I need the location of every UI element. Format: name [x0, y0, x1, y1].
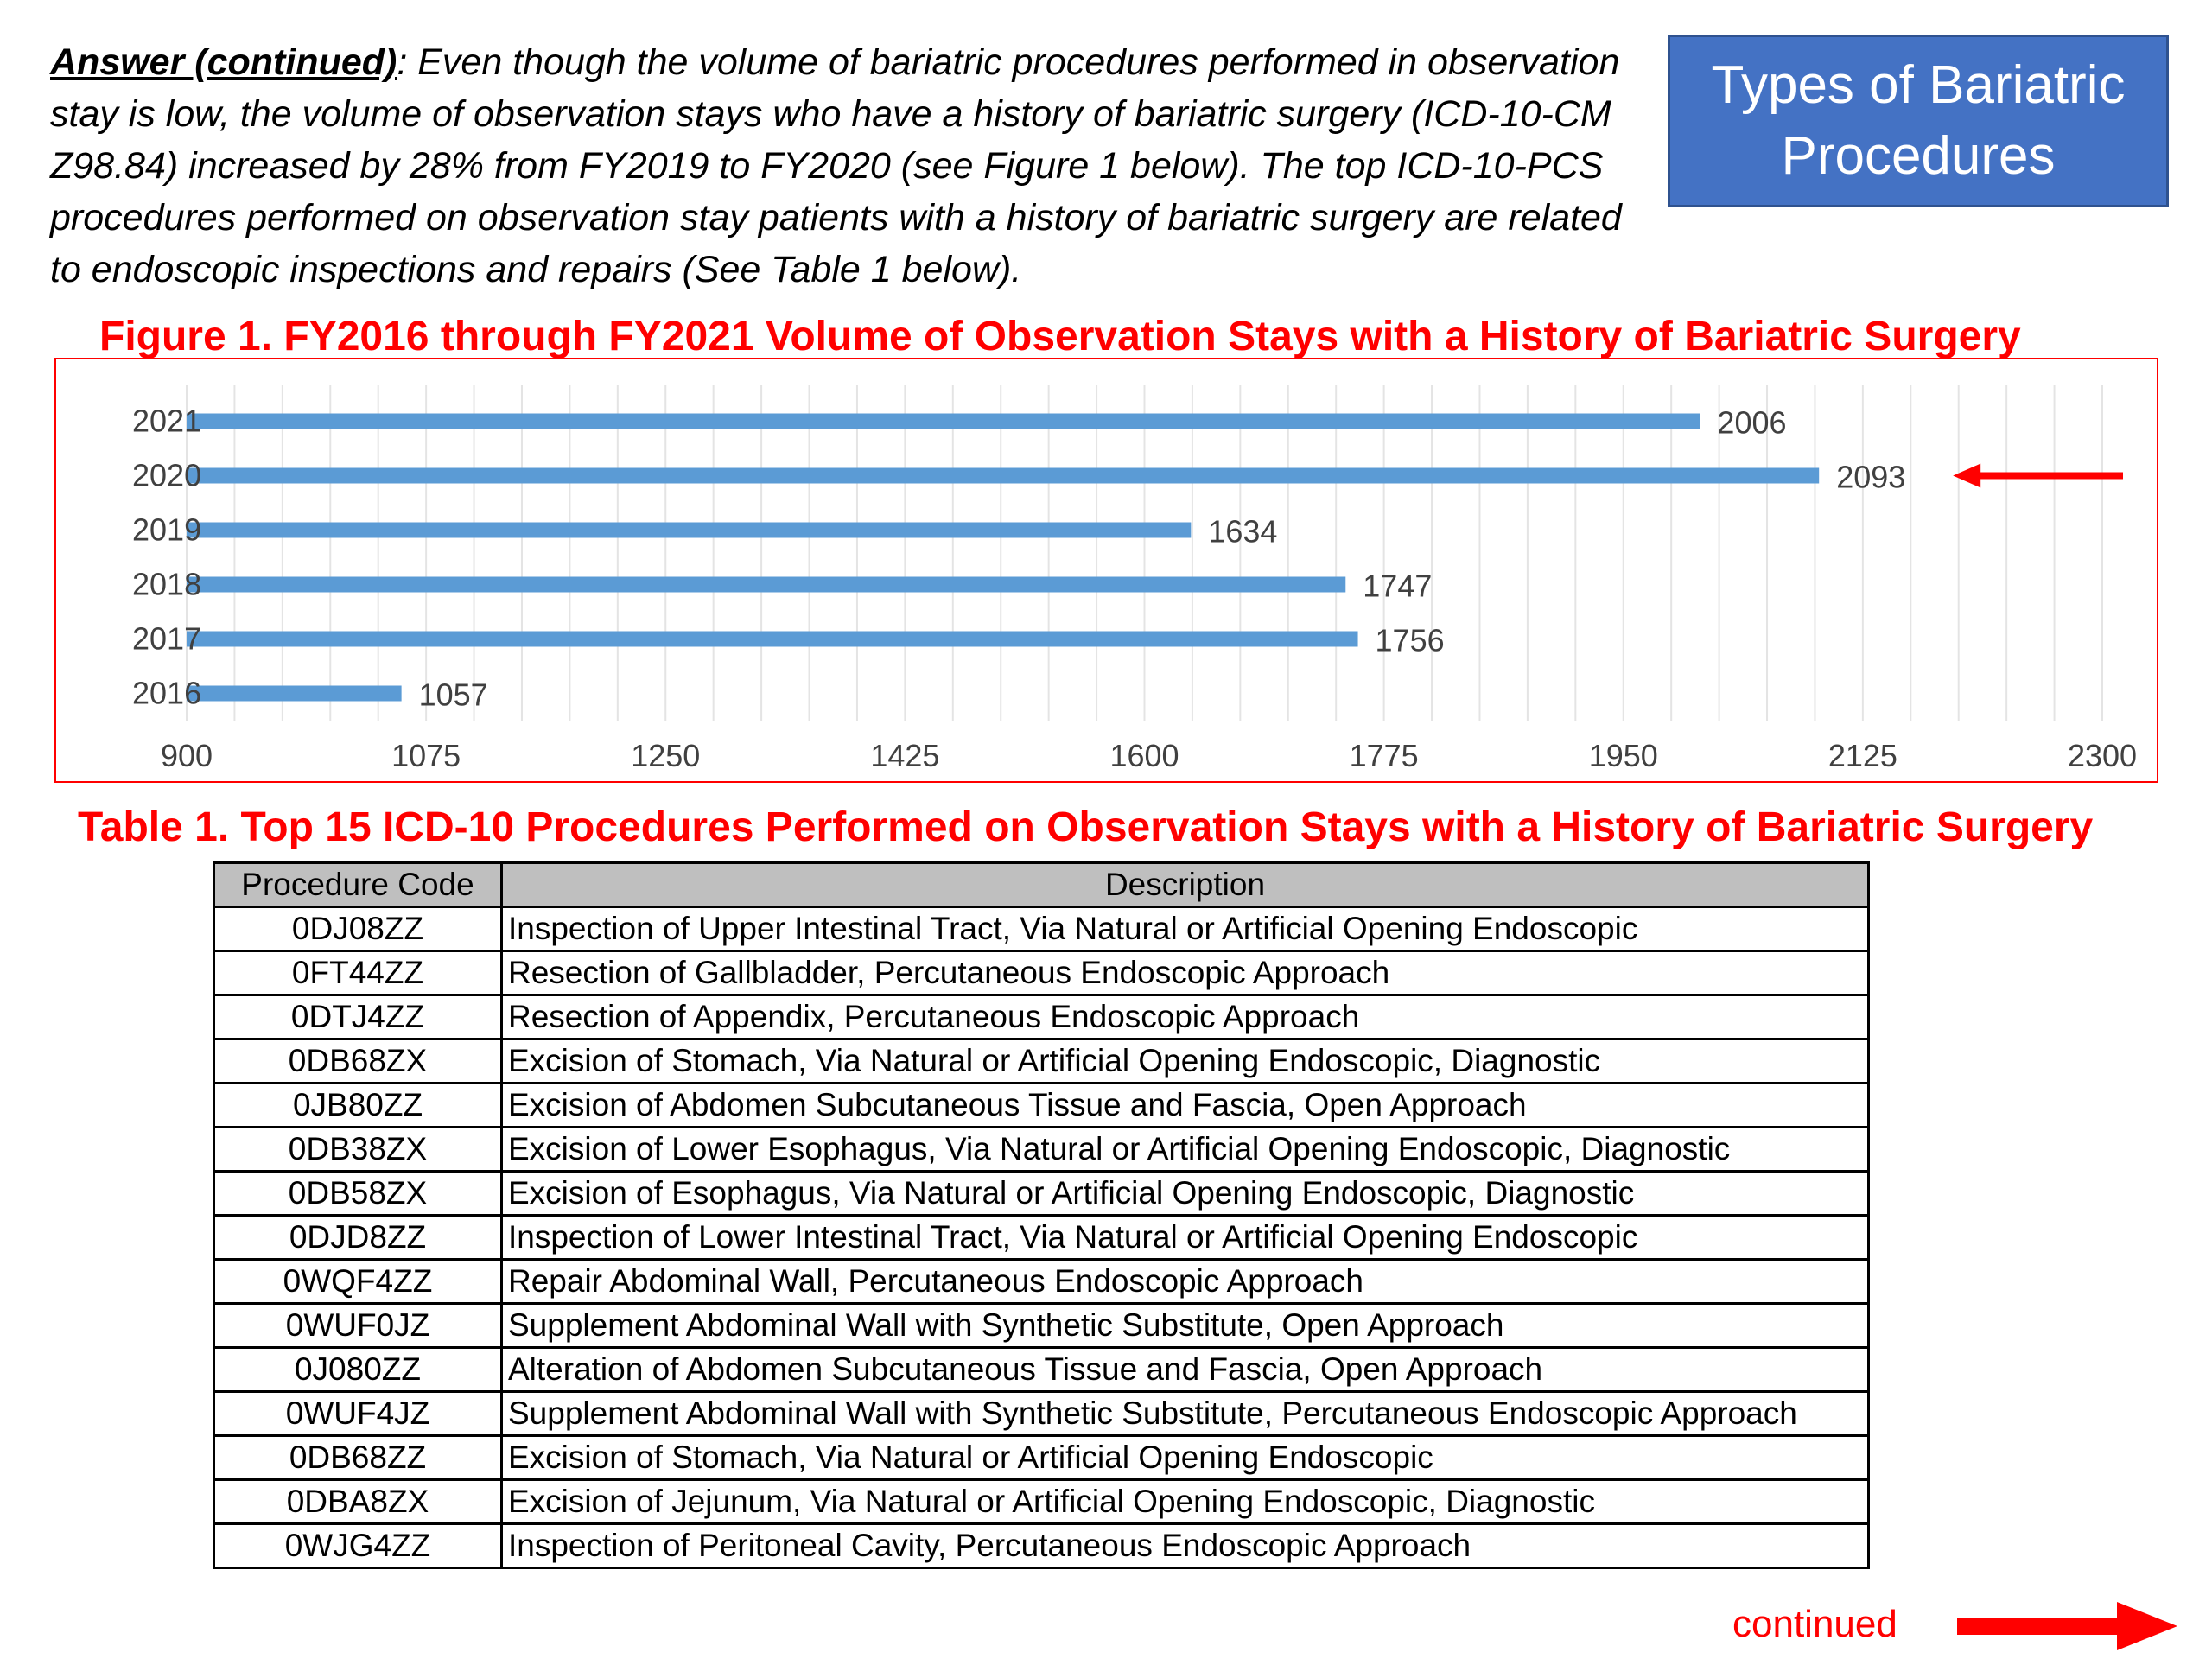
- x-tick-label: 1250: [631, 738, 701, 773]
- procedure-code-cell: 0WUF0JZ: [214, 1304, 502, 1348]
- description-cell: Resection of Gallbladder, Percutaneous Endoscopic Approach: [502, 951, 1869, 995]
- intro-lead: Answer (continued): [50, 41, 397, 83]
- bar: [187, 686, 402, 702]
- bar: [187, 577, 1345, 593]
- data-label: 1747: [1363, 568, 1433, 604]
- category-label: 2018: [132, 566, 202, 602]
- table-row: [214, 1392, 1869, 1436]
- bar: [187, 523, 1191, 538]
- bar-chart: [56, 359, 2157, 781]
- description-cell: Repair Abdominal Wall, Percutaneous Endoscopic Approach: [502, 1260, 1869, 1304]
- bar: [187, 468, 1819, 484]
- x-tick-label: 1425: [870, 738, 940, 773]
- procedure-code-cell: 0DJ08ZZ: [214, 907, 502, 951]
- continued-label: continued: [1732, 1603, 1897, 1645]
- description-cell: Supplement Abdominal Wall with Synthetic Substitute, Open Approach: [502, 1304, 1869, 1348]
- category-label: 2021: [132, 403, 202, 439]
- procedure-code-cell: 0DJD8ZZ: [214, 1216, 502, 1260]
- description-cell: Excision of Stomach, Via Natural or Artificial Opening Endoscopic, Diagnostic: [502, 1039, 1869, 1084]
- data-label: 2006: [1717, 404, 1787, 441]
- topic-button[interactable]: [1668, 35, 2169, 207]
- table-row: [214, 1348, 1869, 1392]
- bar: [187, 632, 1358, 647]
- table-row: [214, 1480, 1869, 1524]
- x-tick-label: 1775: [1349, 738, 1419, 773]
- topic-line-2: Procedures: [1781, 126, 2056, 186]
- description-cell: Inspection of Upper Intestinal Tract, Via Natural or Artificial Opening Endoscopic: [502, 907, 1869, 951]
- x-tick-label: 2300: [2067, 738, 2138, 773]
- category-label: 2016: [132, 675, 202, 711]
- right-arrow-icon: [1957, 1599, 2182, 1654]
- intro-paragraph: [50, 36, 1657, 296]
- x-tick-label: 1600: [1109, 738, 1179, 773]
- description-cell: Excision of Jejunum, Via Natural or Artificial Opening Endoscopic, Diagnostic: [502, 1480, 1869, 1524]
- table-row: [214, 1524, 1869, 1568]
- procedure-table: [213, 861, 1870, 1569]
- table-row: [214, 907, 1869, 951]
- highlight-arrow-shaft: [1979, 473, 2123, 480]
- left-arrow-icon: [1953, 464, 1980, 488]
- table-row: [214, 995, 1869, 1039]
- procedure-code-cell: 0FT44ZZ: [214, 951, 502, 995]
- procedure-code-cell: 0DTJ4ZZ: [214, 995, 502, 1039]
- procedure-code-cell: 0DB68ZX: [214, 1039, 502, 1084]
- data-label: 1634: [1208, 513, 1278, 550]
- table-title: Table 1. Top 15 ICD-10 Procedures Performed on Observation Stays with a History of Bariatric Surgery: [78, 804, 2094, 850]
- procedure-code-cell: 0JB80ZZ: [214, 1084, 502, 1128]
- description-cell: Excision of Stomach, Via Natural or Artificial Opening Endoscopic: [502, 1436, 1869, 1480]
- description-cell: Inspection of Peritoneal Cavity, Percutaneous Endoscopic Approach: [502, 1524, 1869, 1568]
- topic-line-1: Types of Bariatric: [1711, 55, 2126, 115]
- description-cell: Resection of Appendix, Percutaneous Endoscopic Approach: [502, 995, 1869, 1039]
- table-row: [214, 1039, 1869, 1084]
- procedure-code-cell: 0DB68ZZ: [214, 1436, 502, 1480]
- table-row: [214, 1436, 1869, 1480]
- table-row: [214, 1260, 1869, 1304]
- procedure-code-cell: 0DB58ZX: [214, 1172, 502, 1216]
- procedure-code-cell: 0WQF4ZZ: [214, 1260, 502, 1304]
- table-row: [214, 1084, 1869, 1128]
- category-label: 2020: [132, 457, 202, 493]
- procedure-code-cell: 0DBA8ZX: [214, 1480, 502, 1524]
- procedure-code-cell: 0J080ZZ: [214, 1348, 502, 1392]
- header-description: Description: [502, 863, 1869, 907]
- table-row: [214, 1128, 1869, 1172]
- table-header-row: [214, 863, 1869, 907]
- bar: [187, 414, 1700, 429]
- x-tick-label: 900: [160, 738, 213, 773]
- header-procedure-code: Procedure Code: [214, 863, 502, 907]
- x-tick-label: 1075: [391, 738, 461, 773]
- data-label: 1756: [1375, 622, 1445, 658]
- category-label: 2019: [132, 512, 202, 548]
- procedure-code-cell: 0WUF4JZ: [214, 1392, 502, 1436]
- procedure-code-cell: 0WJG4ZZ: [214, 1524, 502, 1568]
- description-cell: Inspection of Lower Intestinal Tract, Via Natural or Artificial Opening Endoscopic: [502, 1216, 1869, 1260]
- description-cell: Excision of Lower Esophagus, Via Natural or Artificial Opening Endoscopic, Diagnostic: [502, 1128, 1869, 1172]
- description-cell: Excision of Esophagus, Via Natural or Artificial Opening Endoscopic, Diagnostic: [502, 1172, 1869, 1216]
- intro-body: : Even though the volume of bariatric procedures performed in observation stay is low, the volume of observation stays who have a history of bariatric surgery (ICD-10-CM Z98.84) increased by 28% from FY2019 to FY2020 (see Figure 1 below). The top ICD-10-PCS procedures performed on observation stay patients with a history of bariatric surgery are related to endoscopic inspections and repairs (See Table 1 below).: [50, 41, 1622, 290]
- table-row: [214, 1216, 1869, 1260]
- chart-frame: [54, 358, 2158, 783]
- data-label: 2093: [1836, 459, 1906, 495]
- description-cell: Excision of Abdomen Subcutaneous Tissue and Fascia, Open Approach: [502, 1084, 1869, 1128]
- table-row: [214, 951, 1869, 995]
- procedure-code-cell: 0DB38ZX: [214, 1128, 502, 1172]
- x-tick-label: 1950: [1588, 738, 1658, 773]
- description-cell: Supplement Abdominal Wall with Synthetic Substitute, Percutaneous Endoscopic Approach: [502, 1392, 1869, 1436]
- data-label: 1057: [418, 677, 488, 713]
- description-cell: Alteration of Abdomen Subcutaneous Tissue and Fascia, Open Approach: [502, 1348, 1869, 1392]
- category-label: 2017: [132, 620, 202, 657]
- table-row: [214, 1304, 1869, 1348]
- figure-title: Figure 1. FY2016 through FY2021 Volume of Observation Stays with a History of Bariatric Surgery: [99, 314, 2021, 359]
- table-row: [214, 1172, 1869, 1216]
- x-tick-label: 2125: [1827, 738, 1897, 773]
